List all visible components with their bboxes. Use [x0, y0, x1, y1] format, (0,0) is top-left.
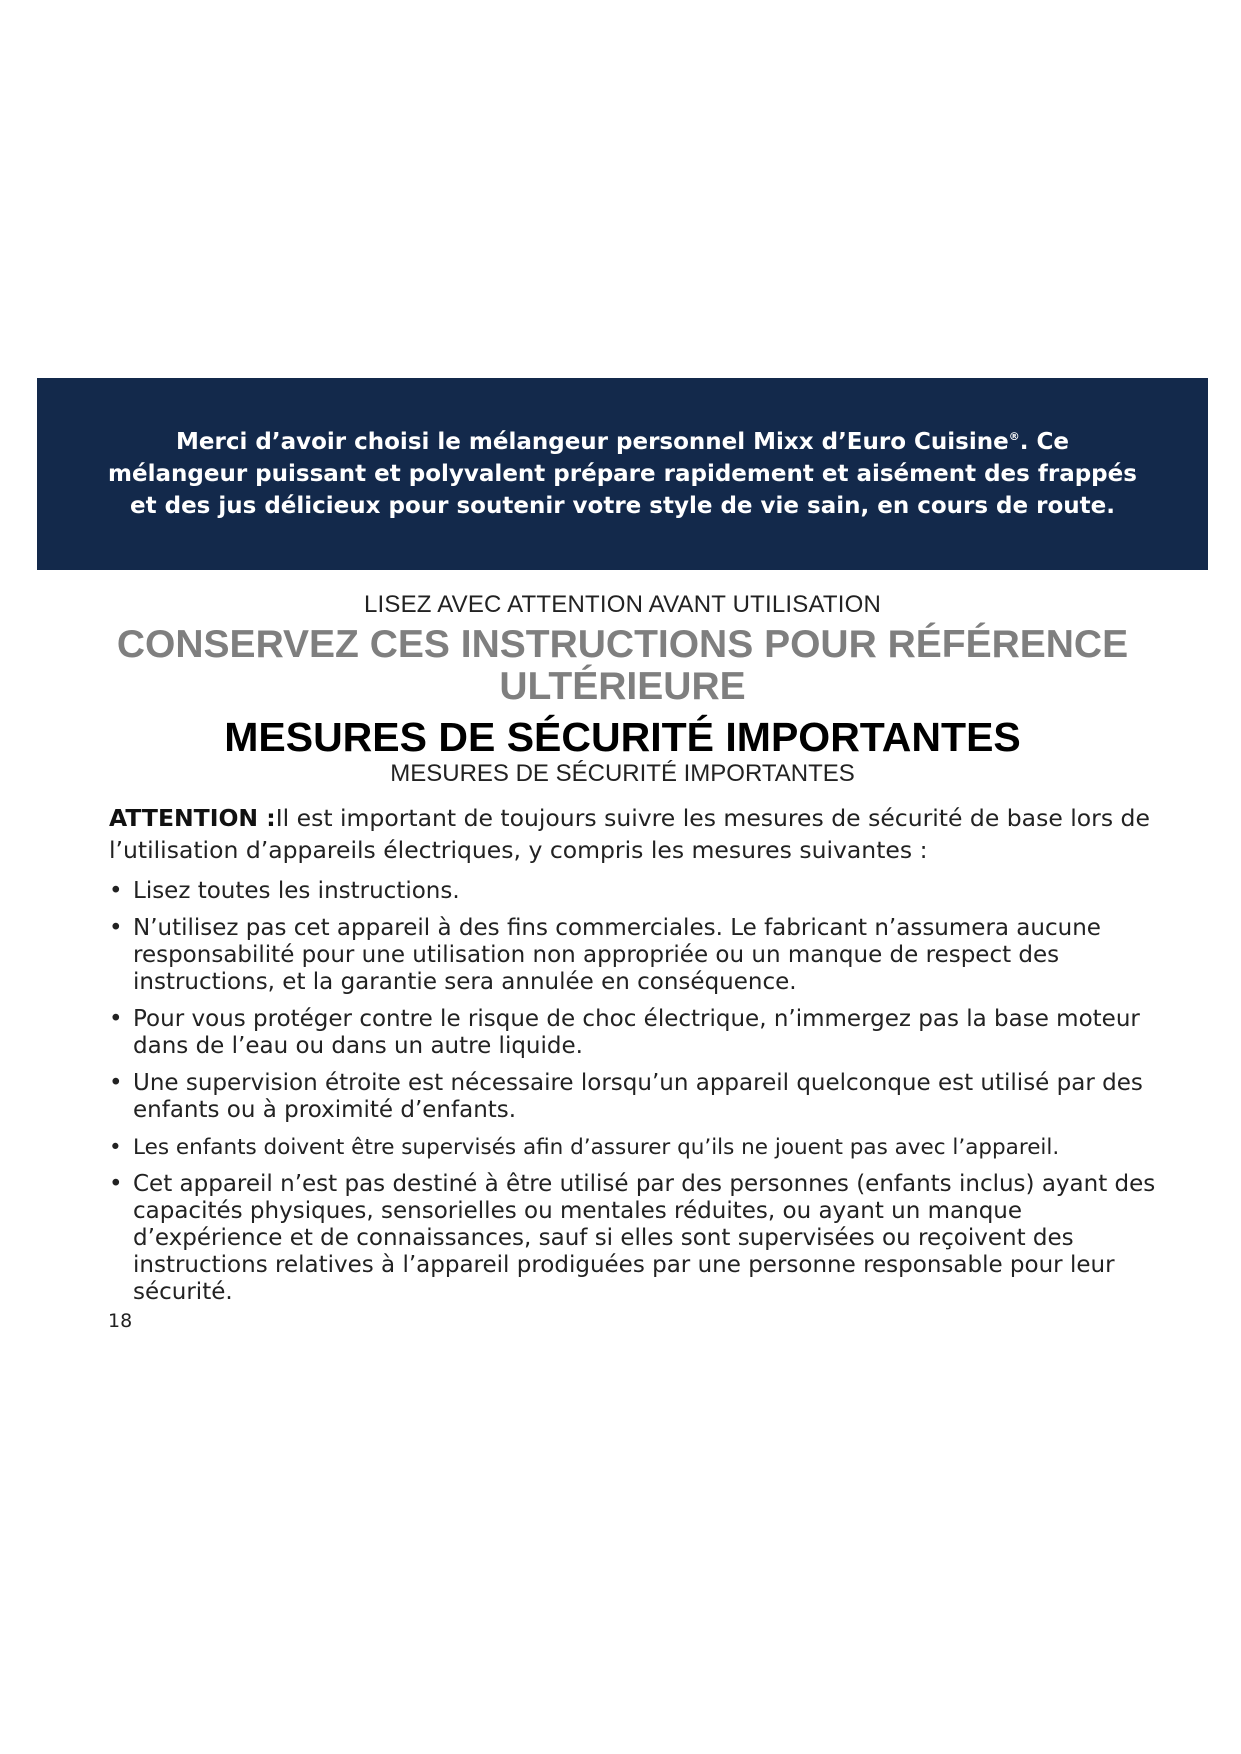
- list-item: [109, 1006, 1159, 1060]
- list-item-text: N’utilisez pas cet appareil à des fins commerciales. Le fabricant n’assumera aucune responsabilité pour une utilisation non appropriée ou un manque de respect des instructions, et la garantie sera annulée en conséquence.: [133, 915, 1101, 995]
- page-subtitle: MESURES DE SÉCURITÉ IMPORTANTES: [390, 760, 855, 787]
- keep-instructions-heading: CONSERVEZ CES INSTRUCTIONS POUR RÉFÉRENCE ULTÉRIEURE: [116, 623, 1129, 708]
- list-item-text: Pour vous protéger contre le risque de choc électrique, n’immergez pas la base moteur dans de l’eau ou dans un autre liquide.: [133, 1006, 1140, 1059]
- banner-text-start: Merci d’avoir choisi le mélangeur personnel Mixx d’Euro Cuisine: [176, 429, 1009, 455]
- bullet-icon: •: [109, 878, 123, 904]
- warning-paragraph: [109, 802, 1159, 866]
- intro-banner-text: [107, 426, 1138, 522]
- list-item-text: Les enfants doivent être supervisés afin d’assurer qu’ils ne jouent pas avec l’appareil.: [133, 1135, 1060, 1160]
- bullet-icon: •: [109, 915, 123, 941]
- page-number: 18: [108, 1310, 133, 1332]
- safety-rules-list: [109, 878, 1159, 1306]
- registered-mark: ®: [1008, 430, 1020, 443]
- bullet-icon: •: [109, 1171, 123, 1197]
- intro-banner: [37, 378, 1208, 570]
- bullet-icon: •: [109, 1006, 123, 1032]
- warning-text: Il est important de toujours suivre les mesures de sécurité de base lors de l’utilisation d’appareils électriques, y compris les mesures suivantes :: [109, 804, 1150, 864]
- bullet-icon: •: [109, 1070, 123, 1096]
- read-carefully-heading: LISEZ AVEC ATTENTION AVANT UTILISATION: [363, 591, 882, 618]
- list-item: [109, 878, 1159, 905]
- safety-header: [37, 590, 1208, 788]
- banner-text-end: . Ce mélangeur puissant et polyvalent prépare rapidement et aisément des frappés et des jus délicieux pour soutenir votre style de vie sain, en cours de route.: [108, 429, 1137, 519]
- list-item: [109, 915, 1159, 996]
- list-item: [109, 1070, 1159, 1124]
- warning-label: ATTENTION :: [109, 804, 276, 832]
- safety-instructions: [109, 802, 1159, 1316]
- bullet-icon: •: [109, 1135, 122, 1160]
- list-item-text: Cet appareil n’est pas destiné à être utilisé par des personnes (enfants inclus) ayant des capacités physiques, sensorielles ou mentales réduites, ou ayant un manque d’expérience et de connaissances, sauf si elles sont supervisées ou reçoivent des instructions relatives à l’appareil prodiguées par une personne responsable pour leur sécurité.: [133, 1171, 1156, 1305]
- list-item: [109, 1134, 1159, 1161]
- page-title: MESURES DE SÉCURITÉ IMPORTANTES: [224, 714, 1021, 760]
- list-item-text: Lisez toutes les instructions.: [133, 878, 460, 904]
- list-item-text: Une supervision étroite est nécessaire lorsqu’un appareil quelconque est utilisé par des enfants ou à proximité d’enfants.: [133, 1070, 1143, 1123]
- list-item: [109, 1171, 1159, 1306]
